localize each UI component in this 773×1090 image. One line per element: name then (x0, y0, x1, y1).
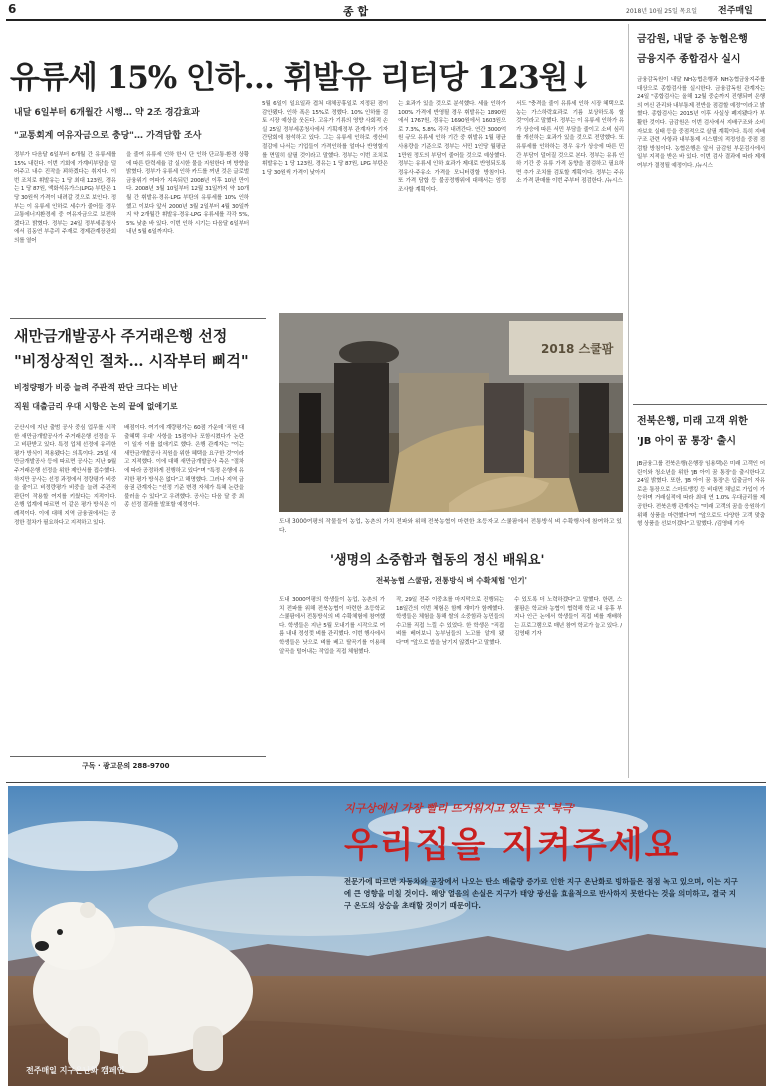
lead-col-1: 정부가 다음달 6일부터 6개월 간 유류세를 15% 내린다. 이번 기회에 가계비부담을 덜어주고 내수 진작을 꾀하겠다는 취지다. 이번 조치로 휘발유는 1 당 최대 123원, 경유는 1 당 87원, 액화석유가스(LPG) 부탄은 1 당 30원씩 가격이 내려갈 것으로 보인다. 정부는 이 유류세 인하로 세수가 줄어들 경우 교통에너지환경세 중 여유자금으로 보전하겠다고 밝혔다. 정부는 24일 정부세종청사에서 김동연 부총리 주재로 경제관계장관회의를 열어 (14, 152, 116, 244)
lead-col-4: 는 효과가 있을 것으로 분석했다. 세율 인하가 100% 가격에 반영될 경우 휘발유는 1890원에서 1767원, 경유는 1690원에서 1603원으로 7.3%, 5.8% 각각 내려간다. 연간 3000억원 규모 유류세 인하 기간 중 휘발유 1월 평균 사용량을 기준으로 정부는 서민 1인당 월평균 1만원 정도의 부담이 줄어들 것으로 예상했다. 정부는 유류세 인하 효과가 제대로 반영되도록 정유사·주유소 가격을 모니터링할 방침이다. 또 가격 담합 등 불공정행위에 대해서는 엄정 조사할 계획이다. (398, 101, 506, 193)
article2-col-1: 군산시에 지난 출범 공사 중심 업무를 시작한 새만금개발공사가 주거래은행 선정을 두고 비판받고 있다. 특정 업체 선정에 유리한 평가 방식이 적용됐다는 의혹이다. 25일 새만금개발공사 등에 따르면 공사는 지난 9월 주거래은행 선정을 위한 제안서를 접수했다. 하지만 공사는 선정 과정에서 정량평가 비중을 줄이고 비정량평가 비중을 늘려 주관적 판단이 작용할 여지를 키웠다는 지적이다. 은행 업계에 따르면 이 같은 평가 방식은 이례적이다. 이에 대해 지역 금융권에서는 공정한 절차가 필요하다고 지적하고 있다. (14, 425, 116, 526)
side-divider (633, 404, 767, 405)
article3-subhead: 전북농협 스쿨팜, 전통방식 벼 수확체험 '인기' (376, 576, 527, 585)
lead-subhead-2: "교통회계 여유자금으로 충당"… 가격담합 조사 (14, 131, 202, 141)
ad-credit: 전주매일 지구온난화 캠페인 (26, 1066, 125, 1075)
lead-col-3: 5월 6일이 일요일과 겹쳐 대체공휴일로 지정된 점이 감안됐다. 인하 폭은 15%로 정했다. 10% 인하를 검토 시장 예상을 웃돈다. 고유가 기류의 영향 사회적 손실 25일 정부세종청사에서 기획재정부 관계자가 기자간담회에 참석하고 있다. 그는 유류세 인하로 생산비 절감에 나서는 기업들이 가격인하를 얼마나 반영할지를 면밀히 살필 것이라고 말했다. 정부는 이번 조치로 휘발유는 1 당 123원, 경유는 1 당 87원, LPG 부탄은 1 당 30원씩 가격이 낮아지 (262, 101, 388, 176)
article3-col-3: 수 있도록 더 노력하겠다"고 말했다. 한편, 스쿨팜은 학교와 농협이 협력해 학교 내 유휴 부지나 인근 논에서 학생들이 직접 벼를 재배하는 프로그램으로 매년 참여 학교가 늘고 있다. /김영태 기자 (514, 597, 622, 638)
side1-body: 금융감독원이 내달 NH농협은행과 NH농협금융지주를 대상으로 종합검사를 실시한다. 금융감독원 관계자는 24일 "종합검사는 올해 12월 중순까지 진행되며 은행의 여신 관리와 내부통제 전반을 점검할 예정"이라고 밝혔다. 종합검사는 2015년 이후 사실상 폐지됐다가 부활한 것이다. 금감원은 이번 검사에서 지배구조와 소비자보호 실태 등을 중점적으로 살필 계획이다. 특히 지배구조 관련 사항과 내부통제 시스템의 적정성을 중점 점검할 방침이다. 농협은행은 앞서 금감원 부문검사에서 일부 지적을 받은 바 있다. 이번 검사 결과에 따라 제재 여부가 결정될 예정이다. /뉴시스 (637, 77, 765, 169)
subscription-rule (10, 756, 266, 757)
header-rule (6, 19, 766, 21)
article3-headline: '생명의 소중함과 협동의 정신 배워요' (330, 553, 545, 568)
paper-name: 전주매일 (718, 6, 753, 16)
lead-col-5: 서도 "충격을 줄이 유류세 인하 시장 혜택으로 농는 가스하락효과로 기름 보상하도록 할 것"이라고 말했다. 정부는 이 유류세 인하가 유가 상승에 따른 서민 부담을 줄이고 소비 심리를 개선하는 효과가 있을 것으로 전망했다. 또 유류세를 인하하는 경우 유가 상승에 따른 민간 부담이 덜어질 것으로 본다. 정부는 유류 인하 기간 중 유류 가격 동향을 점검하고 필요하면 추가 조치를 검토할 계획이다. 정부는 주유소 가격 판매를 이번 주부터 점검한다. /뉴시스 (516, 101, 624, 185)
article3-col-1: 도내 3000여평의 학생들이 농업, 농촌의 가치 전파를 위해 전북농협이 마련한 초등학교 스쿨팜에서 전통방식의 벼 수확체험에 참여했다. 학생들은 지난 5월 모내기를 시작으로 여름 내내 정성껏 벼를 관리했다. 이번 행사에서 학생들은 낫으로 벼를 베고 탈곡기를 이용해 알곡을 털어내는 작업을 직접 체험했다. (279, 597, 385, 655)
section-label: 종 합 (343, 5, 369, 18)
harvest-photo (279, 313, 623, 512)
ad-top-rule (6, 782, 766, 783)
photo-sign: 2018 스쿨팜 (541, 342, 614, 356)
article2-rule (10, 318, 266, 319)
photo-caption: 도내 3000여평의 작물들이 농업, 농촌의 가치 전파와 위해 전북농협이 마련한 초등자교 스쿨팜에서 전통방식 벼 수확행사에 참여하고 있다. (279, 519, 622, 534)
article2-subhead-1: 비정량평가 비중 늘려 주관적 판단 크다는 비난 (14, 383, 178, 392)
side1-headline-2: 금융지주 종합검사 실시 (637, 54, 741, 65)
column-divider (628, 24, 629, 778)
article3-col-2: 작, 29일 전주 이중초를 마지막으로 진행되는 18일간의 이번 체험은 함께 재미가 함께했다. 학생들은 체험을 통해 쌀의 소중함과 농민들의 수고를 직접 느낄 수 있었다. 한 학생은 "직접 벼를 베어보니 농부님들의 노고를 알게 됐다"며 "앞으로 밥을 남기지 않겠다"고 말했다. (396, 597, 504, 646)
ad-title: 우리집을 지켜주세요 (344, 826, 681, 866)
lead-col-2: 을 줄여 유류세 인하 한시 단 인하 단교통·환경 상황에 따른 탄력세율 감 실시한 물을 지원한다 며 방향을 밝혔다. 정부가 유류세 인하 카드를 꺼낸 것은 글로벌 금융위기 여파가 지속되던 2008년 이후 10년 만이다. 2008년 3월 10일부터 12월 31일까지 약 10개월 간 휘발유·경유·LPG 부탄의 유류세를 10% 인하했고 이보다 앞서 2000년 3월 2일부터 4월 30일까지 약 2개월간 휘발유·경유·LPG 유류세를 각각 5%, 5% 낮춘 바 있다. 이번 인하 시기는 다음달 6일부터 내년 5월 6일까지다. (126, 152, 249, 236)
lead-subhead-1: 내달 6일부터 6개월간 시행… 약 2조 경감효과 (14, 108, 200, 118)
page-number: 6 (8, 2, 17, 16)
issue-date: 2018년 10월 25일 목요일 (626, 8, 698, 15)
ad-body: 전문가에 따르면 자동차와 공장에서 나오는 탄소 배출량 증가로 인한 지구 온난화로 빙하들은 점점 녹고 있으며, 이는 지구에 큰 영향을 미칠 것이다. 해양 얼음의 손실은 지구가 태양 광선을 효율적으로 반사하지 못한다는 것을 의미하고, 결국 지구 온도의 상승을 초래할 것이기 때문이다. (344, 877, 738, 910)
side2-headline: 전북은행, 미래 고객 위한 (637, 416, 748, 427)
article2-headline: 새만금개발공사 주거래은행 선정 (14, 327, 228, 345)
side2-headline-2: 'JB 아이 꿈 통장' 출시 (637, 436, 737, 447)
article2-col-2: 배점이다. 여기에 계량평가는 60점 가운데 '직원 대출혜택 우대' 사항을 15점이나 포함시켰다가 논란이 일자 이를 없애기로 했다. 은행 관계자는 "이는 새만금개발공사 직원을 위한 혜택을 요구한 것"이라고 지적했다. 이에 대해 새만금개발공사 측은 "절차에 따라 공정하게 진행하고 있다"며 "특정 은행에 유리한 평가 방식은 없다"고 해명했다. 그러나 지역 금융권 관계자는 "선정 기준 변경 자체가 특혜 논란을 불러올 수 있다"고 우려했다. 공사는 다음 달 중 최종 선정 결과를 발표할 예정이다. (124, 425, 244, 509)
side2-body: JB금융그룹 전북은행(은행장 임용택)은 미래 고객인 어린이와 청소년을 위한 'JB 아이 꿈 통장'을 출시한다고 24일 밝혔다. 또한, 'JB 아이 꿈 통장'은 입출금이 자유로운 통장으로 스마트뱅킹 등 비대면 채널로 가입이 가능하며 거래실적에 따라 최대 연 1.0% 우대금리를 제공한다. 전북은행 관계자는 "미래 고객의 꿈을 응원하기 위해 상품을 마련했다"며 "앞으로도 다양한 고객 맞춤형 상품을 선보이겠다"고 말했다. /김영태 기자 (637, 461, 765, 528)
side1-headline: 금감원, 내달 중 농협은행 (637, 34, 748, 45)
lead-headline: 유류세 15% 인하… 휘발유 리터당 123원↓ (10, 60, 593, 96)
subscription-info: 구독 · 광고문의 288-9700 (82, 762, 170, 770)
article2-headline-2: "비정상적인 절차… 시작부터 삐걱" (14, 352, 249, 370)
article2-subhead-2: 직원 대출금리 우대 시항은 논의 끝에 없애기로 (14, 402, 178, 411)
ad-tagline: 지구상에서 가장 빨리 뜨거워지고 있는 곳 '북극' (344, 802, 576, 815)
